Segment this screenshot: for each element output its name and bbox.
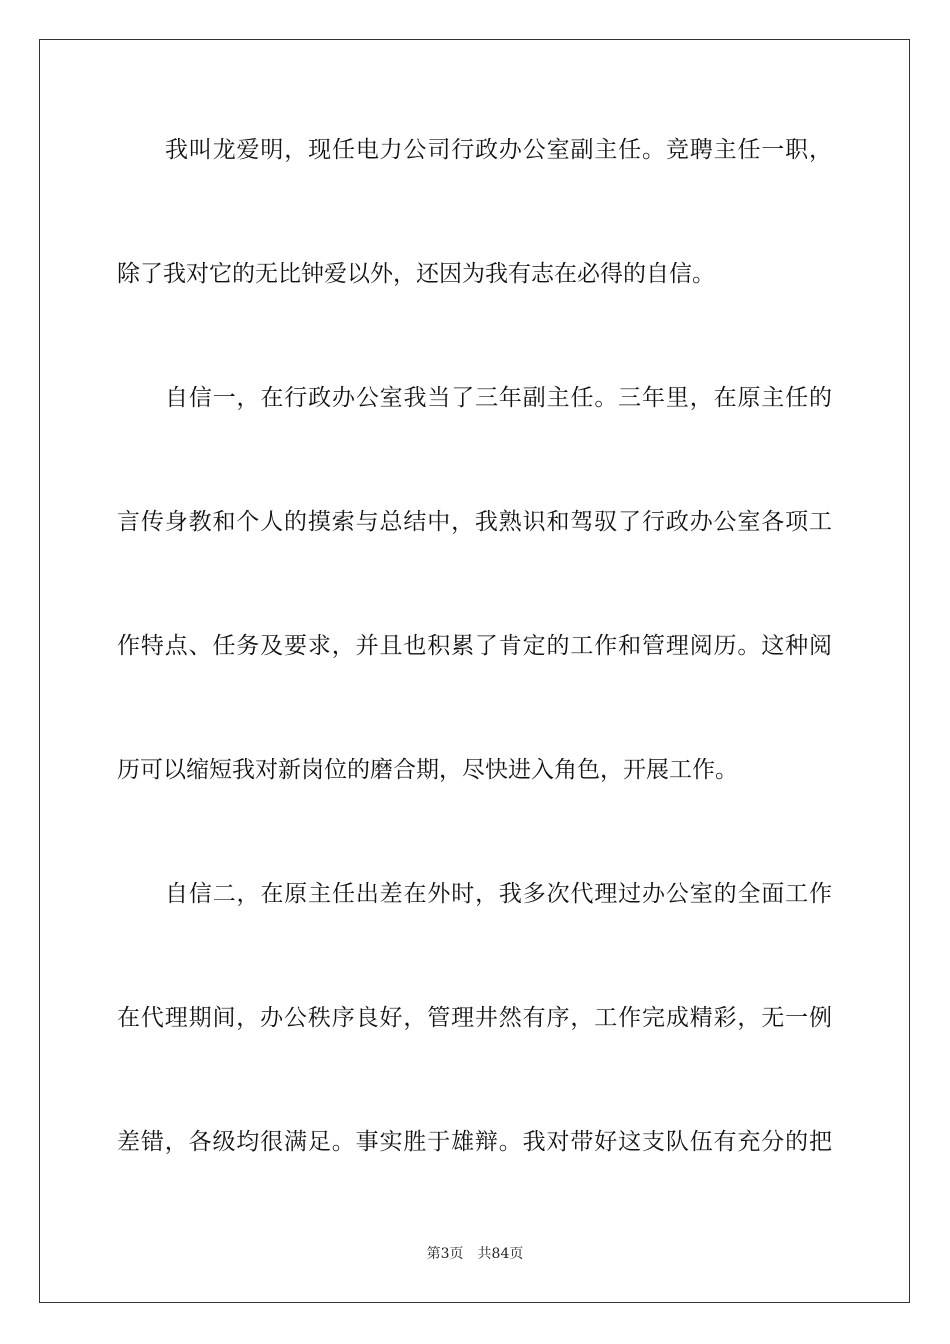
paragraph-line: 差错，各级均很满足。事实胜于雄辩。我对带好这支队伍有充分的把 bbox=[117, 1129, 832, 1155]
paragraph-line: 历可以缩短我对新岗位的磨合期，尽快进入角色，开展工作。 bbox=[117, 757, 738, 783]
paragraph-line: 自信二，在原主任出差在外时，我多次代理过办公室的全面工作 bbox=[165, 881, 832, 907]
page-number-footer: 第3页 共84页 bbox=[426, 1246, 524, 1262]
paragraph-line: 除了我对它的无比钟爱以外，还因为我有志在必得的自信。 bbox=[117, 261, 715, 287]
paragraph-line: 在代理期间，办公秩序良好，管理井然有序，工作完成精彩，无一例 bbox=[117, 1005, 832, 1031]
page-border bbox=[39, 39, 910, 1303]
paragraph-line: 言传身教和个人的摸索与总结中，我熟识和驾驭了行政办公室各项工 bbox=[117, 509, 832, 535]
paragraph-line: 作特点、任务及要求，并且也积累了肯定的工作和管理阅历。这种阅 bbox=[117, 633, 832, 659]
paragraph-line: 自信一，在行政办公室我当了三年副主任。三年里，在原主任的 bbox=[165, 385, 832, 411]
paragraph-line: 我叫龙爱明，现任电力公司行政办公室副主任。竞聘主任一职， bbox=[165, 137, 832, 163]
